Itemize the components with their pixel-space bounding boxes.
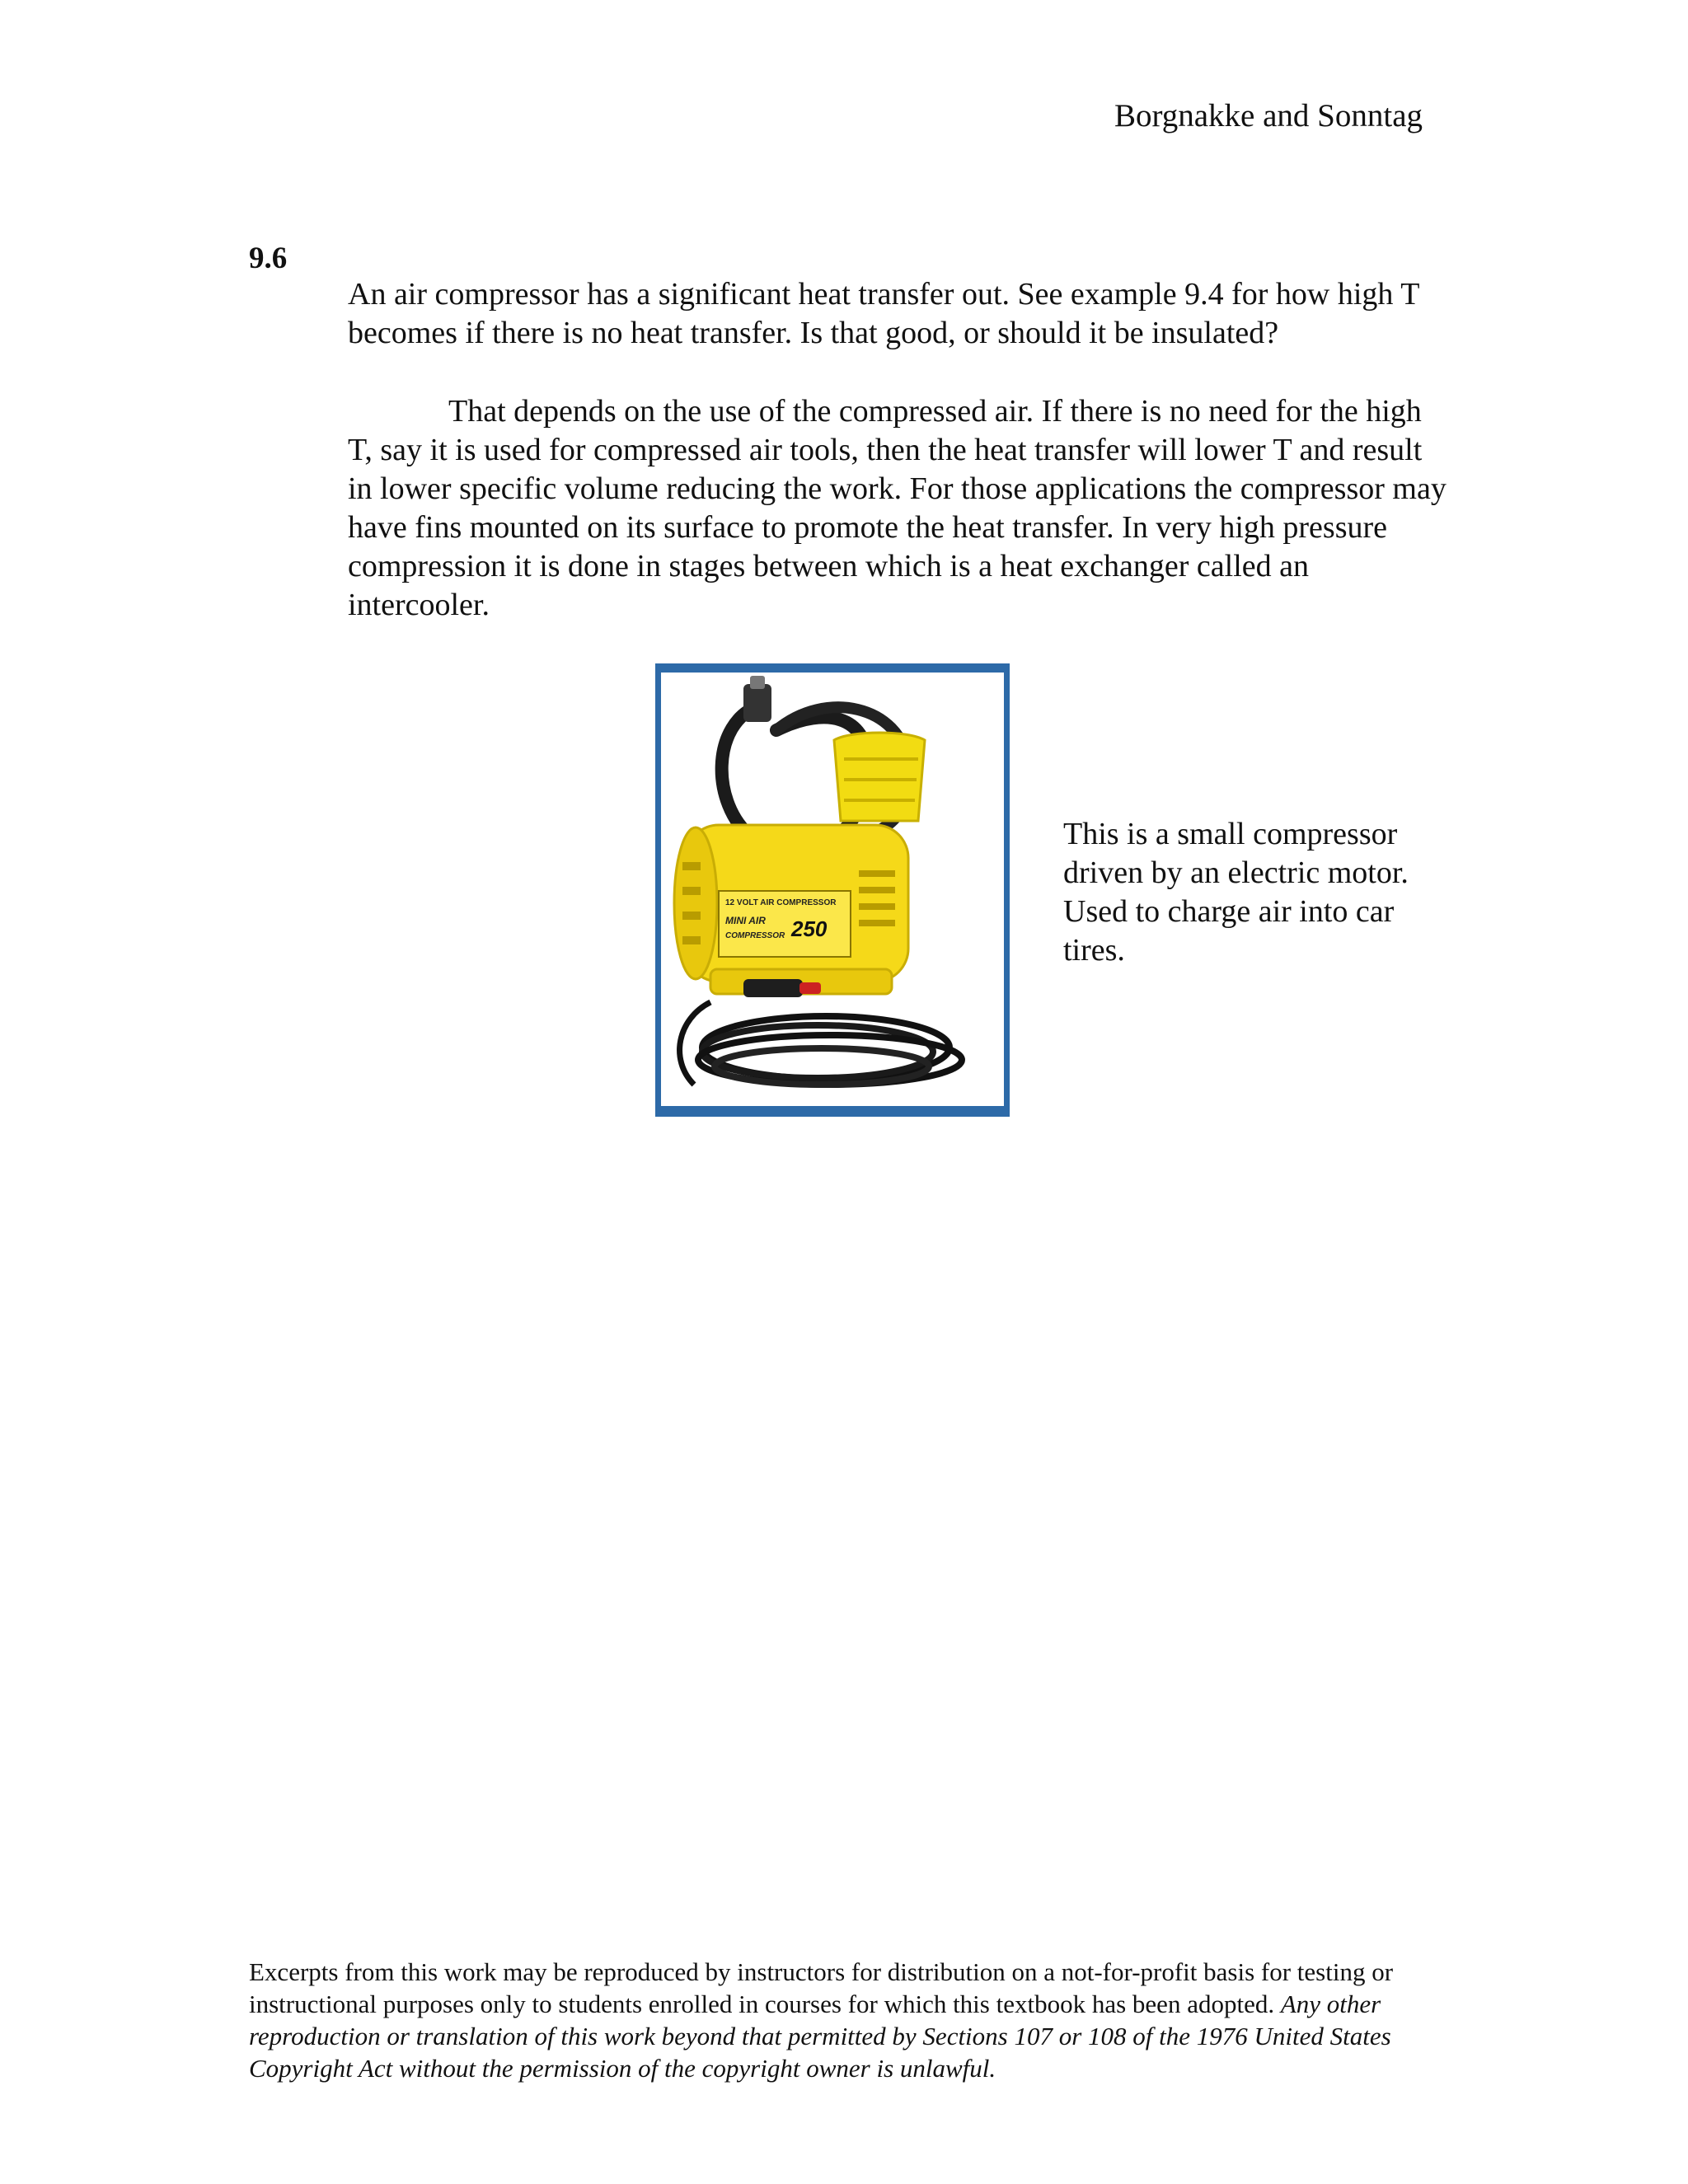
- copyright-footer: [249, 1956, 1452, 2084]
- compressor-photo: [655, 663, 1010, 1117]
- photo-label-number: 250: [791, 916, 828, 941]
- problem-number: 9.6: [249, 241, 288, 275]
- page-header: Borgnakke and Sonntag: [1114, 98, 1423, 134]
- question-text: An air compressor has a significant heat transfer out. See example 9.4 for how high T becomes if there is no heat transfer. Is that good, or should it be insulated?: [348, 277, 1419, 350]
- photo-label-small: 12 VOLT AIR COMPRESSOR: [725, 898, 837, 907]
- photo-caption: This is a small compressor driven by an electric motor. Used to charge air into car tires.: [1063, 817, 1409, 968]
- footer-italic-text: Any other reproduction or translation of this work beyond that permitted by Sections 107 or 108 of the 1976 United States Copyright Act without the permission of the copyright owner is unlawful.: [249, 1990, 1391, 2083]
- footer-plain-text: Excerpts from this work may be reproduced by instructors for distribution on a not-for-profit basis for testing or instructional purposes only to students enrolled in courses for which this textbook has been adopted.: [249, 1957, 1394, 2018]
- photo-label-line2: COMPRESSOR: [725, 931, 785, 940]
- photo-label-line1: MINI AIR: [725, 915, 766, 926]
- answer-text: That depends on the use of the compressed air. If there is no need for the high T, say it is used for compressed air tools, then the heat transfer will lower T and result in lower specific volume reducing the work. For those applications the compressor may have fins mounted on its surface to promote the heat transfer. In very high pressure compression it is done in stages between which is a heat exchanger called an intercooler.: [348, 394, 1447, 622]
